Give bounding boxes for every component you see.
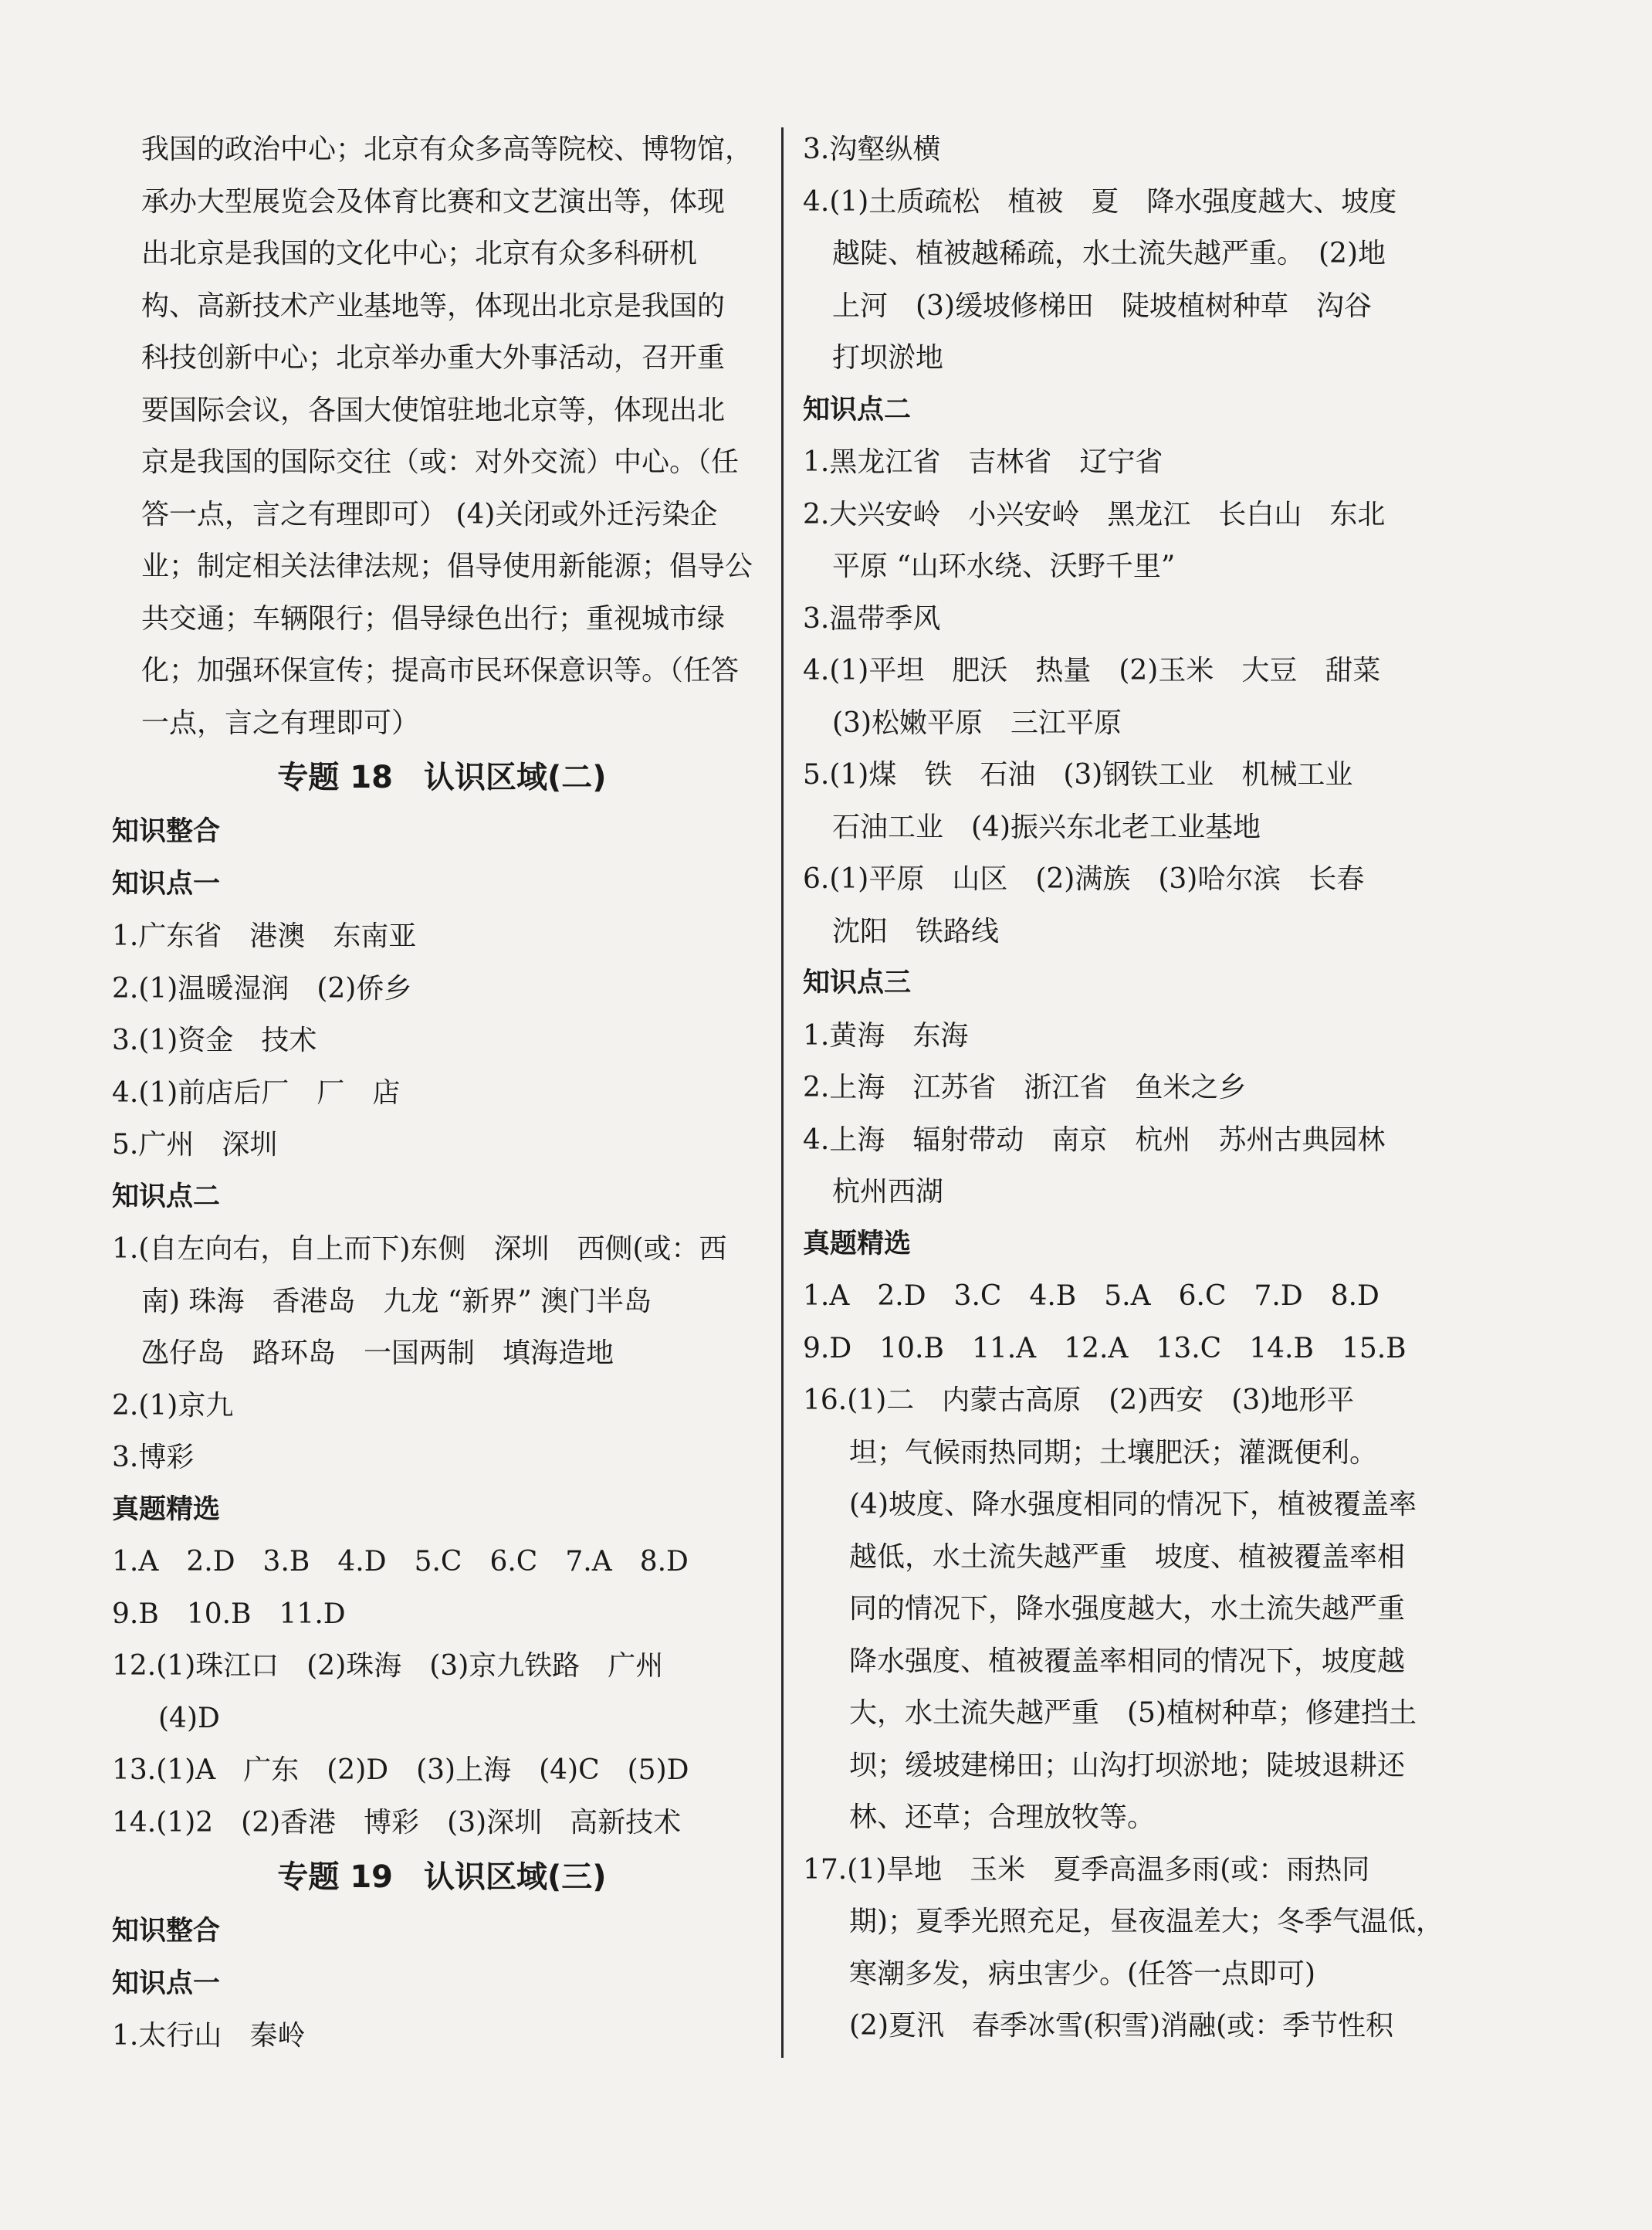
section-heading: 知识点三: [803, 968, 912, 998]
section-heading: 知识整合: [112, 816, 221, 847]
section-heading: 知识点一: [112, 868, 221, 900]
text-line: 1.A 2.D 3.B 4.D 5.C 6.C 7.A 8.D: [112, 1546, 689, 1578]
right-column: [803, 124, 1444, 2052]
text-line: 1.黑龙江省 吉林省 辽宁省: [803, 446, 1163, 478]
text-line: 杭州西湖: [832, 1176, 944, 1208]
text-line: 5.(1)煤 铁 石油 (3)钢铁工业 机械工业: [803, 759, 1353, 791]
text-line: 坝；缓坡建梯田；山沟打坝淤地；陡坡退耕还: [849, 1749, 1406, 1781]
text-line: 大，水土流失越严重 (5)植树种草；修建挡土: [849, 1697, 1417, 1729]
text-line: (4)坡度、降水强度相同的情况下，植被覆盖率: [849, 1489, 1417, 1520]
text-line: 石油工业 (4)振兴东北老工业基地: [832, 811, 1261, 843]
text-line: 我国的政治中心；北京有众多高等院校、博物馆，: [141, 134, 753, 165]
text-line: 9.B 10.B 11.D: [112, 1598, 346, 1630]
text-line: 沈阳 铁路线: [832, 915, 1000, 947]
section-heading: 真题精选: [112, 1493, 221, 1525]
text-line: 1.黄海 东海: [803, 1019, 969, 1052]
text-line: 期)；夏季光照充足，昼夜温差大；冬季气温低，: [849, 1906, 1444, 1937]
section-heading: 知识点一: [112, 1967, 221, 1999]
section-heading: 知识整合: [112, 1916, 221, 1947]
text-line: 6.(1)平原 山区 (2)满族 (3)哈尔滨 长春: [803, 863, 1365, 895]
text-line: 1.太行山 秦岭: [112, 2020, 306, 2052]
section-heading: 知识点二: [112, 1181, 221, 1212]
text-line: (2)夏汛 春季冰雪(积雪)消融(或：季节性积: [849, 2010, 1394, 2042]
text-line: 3.沟壑纵横: [803, 134, 941, 165]
text-line: 4.(1)平坦 肥沃 热量 (2)玉米 大豆 甜菜: [803, 655, 1381, 686]
text-line: 南) 珠海 香港岛 九龙 “新界” 澳门半岛: [141, 1285, 652, 1317]
text-line: 16.(1)二 内蒙古高原 (2)西安 (3)地形平: [803, 1384, 1355, 1416]
text-line: 9.D 10.B 11.A 12.A 13.C 14.B 15.B: [803, 1332, 1407, 1364]
text-line: 科技创新中心；北京举办重大外事活动，召开重: [141, 342, 726, 374]
text-line: 越陡、植被越稀疏，水土流失越严重。 (2)地: [832, 238, 1386, 269]
text-line: 越低，水土流失越严重 坡度、植被覆盖率相: [849, 1540, 1406, 1573]
text-line: 17.(1)旱地 玉米 夏季高温多雨(或：雨热同: [803, 1853, 1370, 1886]
text-line: 2.上海 江苏省 浙江省 鱼米之乡: [803, 1072, 1247, 1103]
text-line: 坦；气候雨热同期；土壤肥沃；灌溉便利。: [849, 1436, 1378, 1469]
text-line: 业；制定相关法律法规；倡导使用新能源；倡导公: [141, 551, 753, 582]
text-line: 要国际会议，各国大使馆驻地北京等，体现出北: [141, 394, 726, 426]
text-line: 4.(1)前店后厂 厂 店: [112, 1076, 401, 1109]
text-line: 12.(1)珠江口 (2)珠海 (3)京九铁路 广州: [112, 1650, 664, 1682]
text-line: 共交通；车辆限行；倡导绿色出行；重视城市绿: [141, 602, 726, 635]
text-line: 2.(1)温暖湿润 (2)侨乡: [112, 972, 412, 1005]
text-line: 3.博彩: [112, 1442, 195, 1473]
text-line: 承办大型展览会及体育比赛和文艺演出等，体现: [141, 185, 726, 218]
text-line: (4)D: [158, 1702, 220, 1734]
text-line: 构、高新技术产业基地等，体现出北京是我国的: [141, 290, 726, 322]
text-line: 打坝淤地: [832, 342, 944, 374]
text-line: 平原 “山环水绕、沃野千里”: [832, 551, 1176, 582]
text-line: 出北京是我国的文化中心；北京有众多科研机: [141, 238, 698, 269]
text-line: 2.大兴安岭 小兴安岭 黑龙江 长白山 东北: [803, 498, 1386, 530]
text-line: 14.(1)2 (2)香港 博彩 (3)深圳 高新技术: [112, 1806, 682, 1839]
text-line: (3)松嫩平原 三江平原: [832, 707, 1122, 739]
text-line: 寒潮多发，病虫害少。(任答一点即可): [849, 1957, 1316, 1990]
text-line: 同的情况下，降水强度越大，水土流失越严重: [849, 1593, 1406, 1625]
text-line: 3.温带季风: [803, 602, 941, 635]
text-line: 氹仔岛 路环岛 一国两制 填海造地: [141, 1337, 614, 1369]
text-line: 1.(自左向右，自上而下)东侧 深圳 西侧(或：西: [112, 1233, 727, 1265]
text-line: 4.上海 辐射带动 南京 杭州 苏州古典园林: [803, 1123, 1386, 1156]
text-line: 化；加强环保宣传；提高市民环保意识等。（任答: [141, 655, 740, 686]
section-title: 专题 18 认识区域(二): [277, 760, 607, 795]
text-line: 5.广州 深圳: [112, 1129, 278, 1161]
section-heading: 真题精选: [803, 1228, 912, 1259]
text-line: 2.(1)京九: [112, 1389, 234, 1422]
text-line: 13.(1)A 广东 (2)D (3)上海 (4)C (5)D: [112, 1754, 689, 1786]
text-line: 4.(1)土质疏松 植被 夏 降水强度越大、坡度: [803, 185, 1397, 218]
text-line: 林、还草；合理放牧等。: [849, 1801, 1156, 1833]
text-line: 答一点，言之有理即可） (4)关闭或外迁污染企: [141, 498, 718, 530]
section-title: 专题 19 认识区域(三): [277, 1859, 607, 1895]
text-line: 上河 (3)缓坡修梯田 陡坡植树种草 沟谷: [832, 290, 1372, 322]
text-line: 1.广东省 港澳 东南亚: [112, 920, 417, 952]
text-line: 一点，言之有理即可）: [141, 707, 420, 739]
text-line: 京是我国的国际交往（或：对外交流）中心。（任: [141, 446, 740, 478]
text-line: 降水强度、植被覆盖率相同的情况下，坡度越: [849, 1645, 1406, 1677]
left-column: [112, 124, 772, 2062]
column-divider: [781, 127, 784, 2058]
text-line: 1.A 2.D 3.C 4.B 5.A 6.C 7.D 8.D: [803, 1280, 1379, 1312]
text-line: 3.(1)资金 技术: [112, 1025, 317, 1056]
section-heading: 知识点二: [803, 394, 912, 425]
